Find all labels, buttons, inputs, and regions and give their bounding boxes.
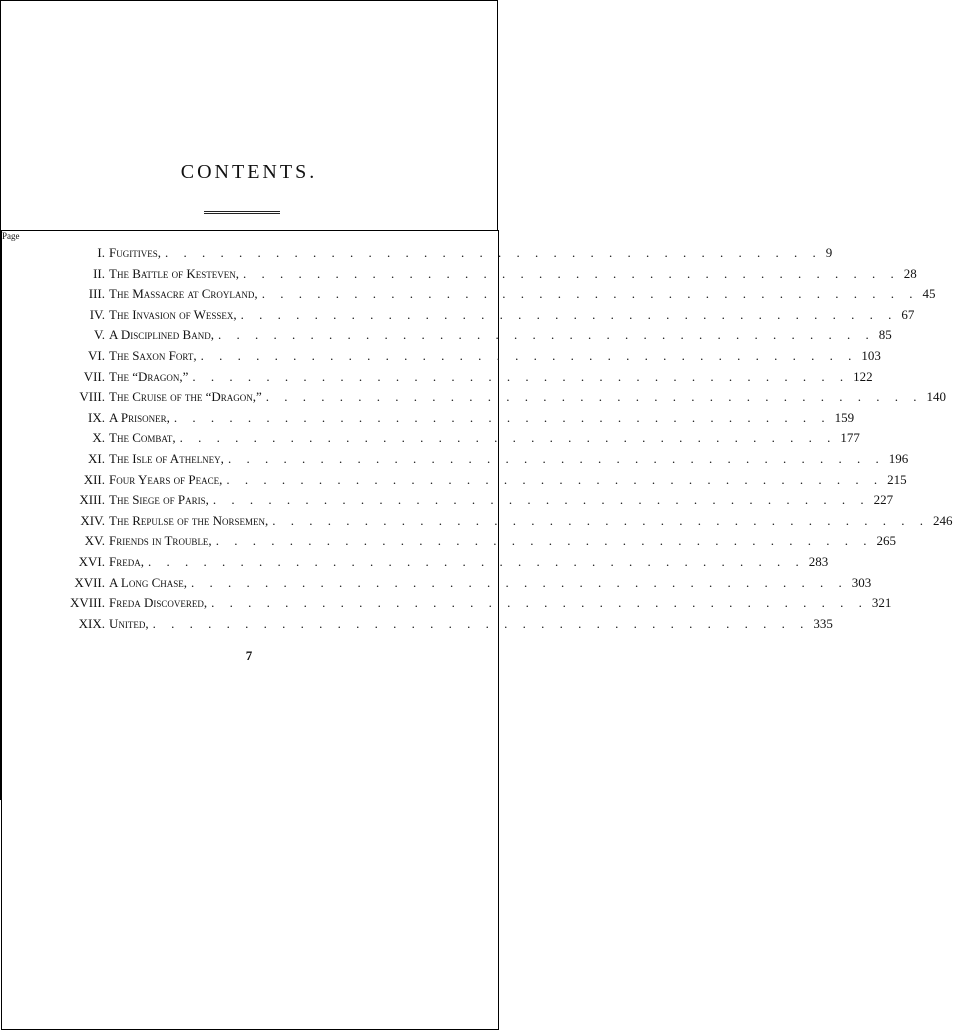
chapter-title: A Prisoner, [109,409,170,425]
dot-leader: . . . . . . . . . . . . . . . . . . . . . . . . . . . . . . . . . . . . [200,348,858,363]
chapter-page-number: 103 [861,348,881,363]
dot-leader: . . . . . . . . . . . . . . . . . . . . . . . . . . . . . . . . . . . . [173,409,831,425]
toc-row [1,264,917,284]
chapter-page-number: 140 [926,389,947,405]
toc-row [1,593,892,613]
dot-leader: . . . . . . . . . . . . . . . . . . . . . . . . . . . . . . . . . . . . [261,286,919,302]
chapter-page-number: 196 [888,451,909,466]
chapter-number: XVI. [78,554,105,569]
chapter-page-number: 9 [825,245,833,260]
page-column-label: Page [1,230,499,1030]
chapter-number: I. [97,245,105,260]
chapter-title: Fugitives, [109,245,161,260]
chapter-number: XIV. [80,512,105,528]
toc-row [1,428,860,448]
chapter-title: A Long Chase, [109,574,188,590]
chapter-number: VII. [83,368,105,384]
page-number: 7 [245,648,253,663]
chapter-page-number: 122 [853,368,873,384]
chapter-number: IV. [89,306,105,322]
toc-row [1,243,833,263]
chapter-page-number: 177 [840,430,860,446]
chapter-number: IX. [88,409,105,425]
toc-row [1,346,881,366]
chapter-title: The “Dragon,” [109,368,189,384]
chapter-number: XIII. [79,492,105,508]
toc-row [1,511,953,531]
chapter-page-number: 303 [851,574,872,590]
dot-leader: . . . . . . . . . . . . . . . . . . . . . . . . . . . . . . . . . . . . [212,492,870,508]
chapter-title: A Disciplined Band, [109,327,214,343]
chapter-title: Four Years of Peace, [109,471,223,487]
chapter-number: V. [94,327,105,343]
title-rule [204,211,280,214]
dot-leader: . . . . . . . . . . . . . . . . . . . . . . . . . . . . . . . . . . . . [152,615,810,631]
dot-leader: . . . . . . . . . . . . . . . . . . . . . . . . . . . . . . . . . . . . [272,512,930,528]
chapter-number: XVII. [74,574,105,590]
chapter-page-number: 265 [876,533,896,549]
chapter-number: XII. [83,471,105,487]
chapter-number: XIX. [78,615,105,631]
dot-leader: . . . . . . . . . . . . . . . . . . . . . . . . . . . . . . . . . . . . [226,471,884,487]
chapter-title: The Repulse of the Norsemen, [109,512,269,528]
toc-row [1,552,829,572]
toc-row [1,325,892,345]
toc-row [1,614,833,634]
toc-row [1,573,872,593]
dot-leader: . . . . . . . . . . . . . . . . . . . . . . . . . . . . . . . . . . . . [164,245,822,260]
page-title: CONTENTS. [180,161,318,183]
chapter-number: XI. [88,451,105,466]
dot-leader: . . . . . . . . . . . . . . . . . . . . . . . . . . . . . . . . . . . . [215,533,873,549]
toc-row [1,284,936,304]
dot-leader: . . . . . . . . . . . . . . . . . . . . . . . . . . . . . . . . . . . . [227,451,885,466]
dot-leader: . . . . . . . . . . . . . . . . . . . . . . . . . . . . . . . . . . . . [265,389,923,405]
dot-leader: . . . . . . . . . . . . . . . . . . . . . . . . . . . . . . . . . . . . [191,574,848,590]
chapter-title: The Invasion of Wessex, [109,306,237,322]
chapter-page-number: 227 [873,492,894,508]
toc-row [1,408,855,428]
chapter-title: The Massacre at Croyland, [109,286,258,302]
chapter-page-number: 159 [834,409,855,425]
chapter-title: The Saxon Fort, [109,348,197,363]
chapter-page-number: 215 [887,471,907,487]
dot-leader: . . . . . . . . . . . . . . . . . . . . . . . . . . . . . . . . . . . . [240,306,898,322]
dot-leader: . . . . . . . . . . . . . . . . . . . . . . . . . . . . . . . . . . . . [243,265,900,281]
toc-row [1,490,894,510]
chapter-number: VI. [88,348,105,363]
chapter-title: Freda, [109,554,144,569]
chapter-title: The Siege of Paris, [109,492,209,508]
chapter-title: Freda Discovered, [109,595,208,611]
toc-row [1,449,909,469]
toc-row [1,470,907,490]
chapter-page-number: 283 [808,554,829,569]
chapter-title: The Isle of Athelney, [109,451,224,466]
chapter-number: XVIII. [69,595,105,611]
chapter-number: VIII. [79,389,105,405]
chapter-number: X. [92,430,105,446]
chapter-title: The Battle of Kesteven, [109,265,239,281]
dot-leader: . . . . . . . . . . . . . . . . . . . . . . . . . . . . . . . . . . . . [147,554,805,569]
chapter-page-number: 335 [813,615,833,631]
chapter-number: II. [93,265,105,281]
toc-row [1,531,896,551]
chapter-page-number: 28 [903,265,917,281]
chapter-title: The Combat, [109,430,176,446]
chapter-page-number: 67 [901,306,915,322]
chapter-title: The Cruise of the “Dragon,” [109,389,262,405]
chapter-number: XV. [84,533,105,549]
chapter-page-number: 246 [933,512,953,528]
dot-leader: . . . . . . . . . . . . . . . . . . . . . . . . . . . . . . . . . . . . [217,327,875,343]
chapter-page-number: 321 [871,595,892,611]
chapter-title: Friends in Trouble, [109,533,212,549]
dot-leader: . . . . . . . . . . . . . . . . . . . . . . . . . . . . . . . . . . . . [179,430,837,446]
chapter-page-number: 45 [922,286,936,302]
toc-row [1,305,915,325]
toc-row [1,387,947,407]
dot-leader: . . . . . . . . . . . . . . . . . . . . . . . . . . . . . . . . . . . . [211,595,868,611]
toc-row [1,367,873,387]
chapter-page-number: 85 [878,327,892,343]
dot-leader: . . . . . . . . . . . . . . . . . . . . . . . . . . . . . . . . . . . . [192,368,850,384]
chapter-number: III. [88,286,105,302]
chapter-title: United, [109,615,149,631]
